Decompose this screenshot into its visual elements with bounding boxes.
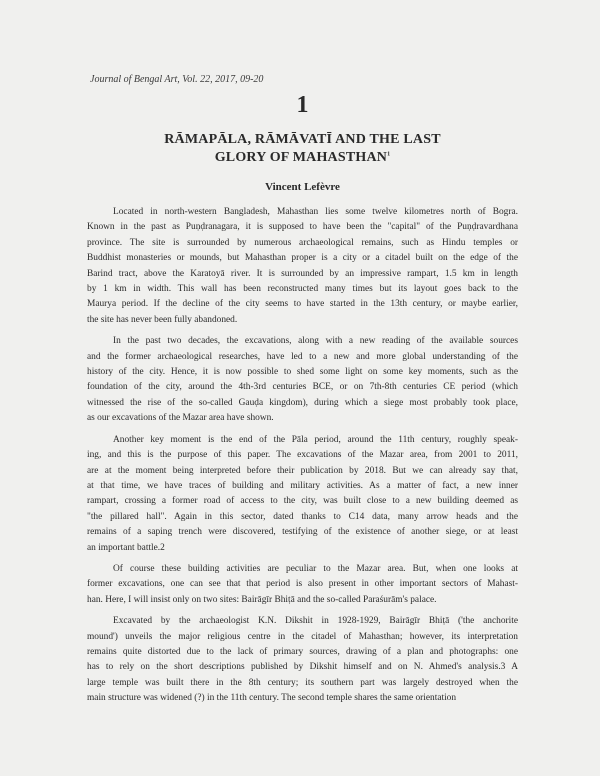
author-name: Vincent Lefèvre	[265, 181, 340, 193]
text-line: rampart, crossing a former road of access to the city, was built close to a new building deemed as	[87, 496, 518, 507]
text-line: former excavations, one can see that that period is also present in other important sectors of Mahast-	[87, 579, 518, 590]
paragraph	[87, 562, 518, 608]
text-line: Excavated by the archaeologist K.N. Dikshit in 1928-1929, Bairāgīr Bhiṭā ('the anchorite	[113, 616, 518, 627]
text-line: In the past two decades, the excavations, along with a new reading of the available sources	[113, 336, 518, 347]
text-line: mound') unveils the major religious centre in the citadel of Mahasthan; however, its interpretation	[87, 631, 518, 642]
text-line: history of the city. Hence, it is now possible to shed some light on some key moments, such as the	[87, 367, 518, 378]
paragraph	[87, 433, 518, 556]
text-line: remains quite distorted due to the lack of primary sources, drawing of a plan and photographs: one	[87, 646, 518, 657]
paragraph	[87, 614, 518, 706]
text-line: remains of a saping trench were discovered, testifying of the existence of another siege, or at least	[87, 527, 518, 538]
running-header: Journal of Bengal Art, Vol. 22, 2017, 09-20	[90, 74, 264, 85]
article-title	[87, 131, 518, 167]
text-line: province. The site is surrounded by numerous archaeological remains, such as Hindu temples or	[87, 237, 518, 248]
text-line: ing, and this is the purpose of this paper. The excavations of the Mazar area, from 2001 to 2011,	[87, 450, 518, 461]
text-line: are at the moment being interpreted before their publication by 2018. But we can already say that,	[87, 465, 518, 476]
text-line: Of course these building activities are peculiar to the Mazar area. But, when one looks at	[113, 563, 518, 574]
title-line-1: RĀMAPĀLA, RĀMĀVATĪ AND THE LAST	[164, 132, 441, 147]
title-line-2: GLORY OF MAHASTHAN$^1$	[214, 150, 391, 165]
text-line: witnessed the rise of the so-called Gauḍa kingdom), during which a siege most probably took place,	[87, 397, 518, 408]
text-line: at that time, we have traces of building and military activities. As a matter of fact, a new inner	[87, 480, 518, 491]
text-line: has to rely on the short descriptions published by Dikshit himself and on N. Ahmed's analysis.3 A	[87, 662, 518, 673]
text-line: main structure was widened (?) in the 11th century. The second temple shares the same orientation	[87, 693, 457, 704]
text-line: han. Here, I will insist only on two sites: Bairāgīr Bhiṭā and the so-called Paraśurām's palace.	[87, 594, 437, 605]
text-line: Maurya period. If the decline of the city seems to have started in the 13th century, or maybe earlier,	[87, 299, 518, 310]
text-line: "the pillared hall". Again in this sector, dated thanks to C14 data, many arrow heads and the	[87, 511, 518, 522]
title-footnote-marker: 1	[387, 151, 391, 158]
text-line: Buddhist monasteries or mounds, but Mahasthan proper is a city or a citadel built on the edge of the	[87, 253, 518, 264]
text-line: and the former archaeological researches, have led to a new and more global understanding of the	[87, 351, 518, 362]
article-body	[87, 205, 518, 707]
text-line: large temple was built there in the 8th century; its southern part was largely destroyed when the	[87, 677, 518, 688]
text-line: foundation of the city, around the 4th-3rd centuries BCE, or on 7th-8th centuries CE period (which	[87, 382, 518, 393]
text-line: the site has never been fully abandoned.	[87, 314, 238, 325]
text-line: Another key moment is the end of the Pāla period, around the 11th century, roughly speak-	[113, 434, 518, 445]
text-line: an important battle.2	[87, 542, 165, 553]
paragraph	[87, 334, 518, 426]
text-line: Barind tract, above the Karatoyā river. It is surrounded by an impressive rampart, 1.5 km in length	[87, 268, 518, 279]
text-line: Located in north-western Bangladesh, Mahasthan lies some twelve kilometres north of Bogra.	[113, 207, 518, 217]
paragraph	[87, 205, 518, 328]
text-line: Known in the past as Puṇḍranagara, it is supposed to have been the "capital" of the Puṇḍravardhana	[87, 222, 518, 233]
chapter-number: 1	[296, 92, 309, 118]
text-line: by 1 km in width. This wall has been reconstructed many times but its layout goes back to the	[87, 284, 518, 295]
text-line: as our excavations of the Mazar area have shown.	[87, 413, 274, 424]
